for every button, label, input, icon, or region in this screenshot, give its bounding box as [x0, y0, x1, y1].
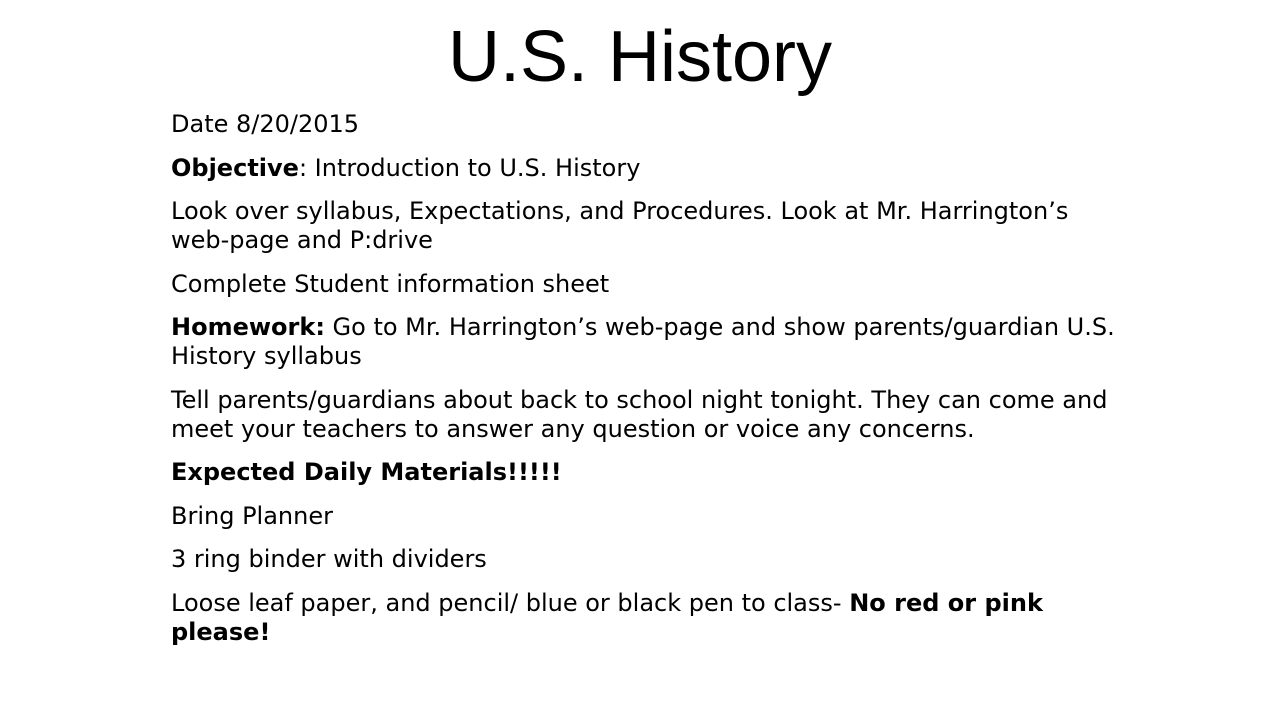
homework-text: Go to Mr. Harrington’s web-page and show parents/guardian U.S. History syllabus: [171, 313, 1115, 370]
materials-heading: Expected Daily Materials!!!!!: [171, 458, 562, 486]
complete-sheet-line: Complete Student information sheet: [171, 269, 610, 298]
planner-line: Bring Planner: [171, 501, 333, 530]
objective-line: [171, 154, 1131, 183]
objective-text: : Introduction to U.S. History: [298, 153, 641, 182]
date-line: Date 8/20/2015: [171, 110, 360, 138]
homework-label: Homework:: [171, 313, 325, 341]
paper-emphasis: No red or pink please!: [171, 588, 1043, 646]
slide-title: U.S. History: [447, 17, 833, 97]
look-over-line: Look over syllabus, Expectations, and Procedures. Look at Mr. Harrington’s web-page and P:drive: [171, 197, 1069, 254]
homework-line: [171, 313, 1131, 371]
slide-body: [171, 110, 1131, 661]
tell-parents-line: Tell parents/guardians about back to school night tonight. They can come and meet your teachers to answer any question or voice any concerns.: [171, 385, 1108, 443]
objective-label: Objective: [171, 153, 299, 182]
binder-line: 3 ring binder with dividers: [171, 545, 487, 573]
paper-text: Loose leaf paper, and pencil/ blue or black pen to class-: [171, 588, 850, 617]
paper-line: [171, 589, 1131, 647]
